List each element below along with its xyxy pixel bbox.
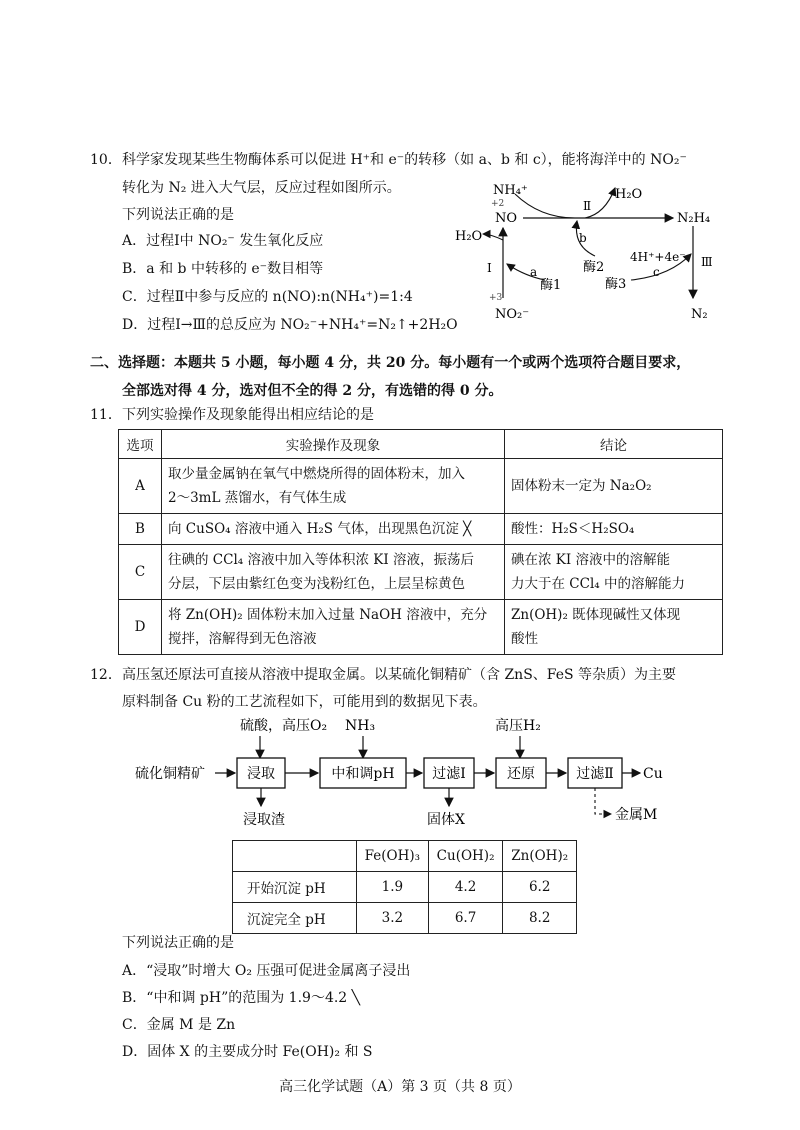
q12-stem-line1: 高压氢还原法可直接从溶液中提取金属。以某硫化铜精矿（含 ZnS、FeS 等杂质）为主要 [122,667,677,683]
a-label: a [530,265,538,279]
box-neutralize-label: 中和调pH [331,766,395,782]
no2-label: NO₂⁻ [495,307,530,322]
output-residue-label: 浸取渣 [243,812,285,828]
no-label: NO [495,211,518,226]
row-procedure [162,514,505,545]
box-reduce-label: 还原 [507,766,535,782]
roman-2-label: Ⅱ [583,199,592,213]
table-header-row [119,430,723,459]
q10-number: 10． [90,152,122,168]
n2h4-label: N₂H₄ [677,211,711,226]
row-conclusion [505,514,723,545]
header-conclusion: 结论 [505,430,723,459]
row-option: A [119,459,162,514]
procedure-line: 往碘的 CCl₄ 溶液中加入等体积浓 KI 溶液，振荡后 [168,552,474,568]
header-cuoh2: Cu(OH)₂ [428,841,503,872]
procedure-line: 取少量金属钠在氧气中燃烧所得的固体粉末，加入 [168,466,465,482]
table-row [119,459,723,514]
nh4-label: NH₄⁺ [493,183,528,198]
q10-option-a: A．过程Ⅰ中 NO₂⁻ 发生氧化反应 [122,233,324,249]
q11-table [118,429,723,655]
enzyme-3-label: 酶3 [605,277,627,292]
q12-process-flow [135,712,695,832]
conclusion-line: 固体粉末一定为 Na₂O₂ [511,478,652,494]
c-label: c [653,265,660,279]
table-row [119,545,723,600]
procedure-line: 将 Zn(OH)₂ 固体粉末加入过量 NaOH 溶液中，充分 [168,607,488,623]
table-row [119,514,723,545]
reagent-1-label: 硫酸，高压O₂ [240,718,328,734]
row-label: 开始沉淀 pH [233,872,357,903]
q10-stem-line2: 转化为 N₂ 进入大气层，反应过程如图所示。 [122,180,401,196]
section2-heading-line2: 全部选对得 4 分，选对但不全的得 2 分，有选错的得 0 分。 [122,383,503,399]
q11-number: 11． [90,407,122,423]
arrow-metal-m [595,788,611,814]
output-solid-x-label: 固体X [427,812,465,828]
header-feoh3: Fe(OH)₃ [357,841,429,872]
q12-option-a: A．“浸取”时增大 O₂ 压强可促进金属离子浸出 [122,963,411,979]
reagent-2-label: NH₃ [345,718,376,734]
box-filter-1-label: 过滤Ⅰ [432,766,466,782]
conclusion-line: 力大于在 CCl₄ 中的溶解能力 [511,576,685,592]
box-filter-2-label: 过滤Ⅱ [576,766,614,782]
enzyme-1-label: 酶1 [540,278,562,293]
cell-value: 8.2 [503,903,577,934]
cell-value: 1.9 [357,872,429,903]
q11-stem: 下列实验操作及现象能得出相应结论的是 [122,407,374,423]
cell-value: 4.2 [428,872,503,903]
arrow-h2o-left [483,234,503,240]
q12-number: 12． [90,667,122,683]
roman-1-label: Ⅰ [487,261,492,275]
table-row [233,872,577,903]
n2-label: N₂ [691,307,708,322]
procedure-line: 向 CuSO₄ 溶液中通入 H₂S 气体，出现黑色沉淀 ╳ [168,521,472,537]
q10-stem-line1: 科学家发现某些生物酶体系可以促进 H⁺和 e⁻的转移（如 a、b 和 c），能将海洋中的 NO₂⁻ [122,152,687,168]
procedure-line: 搅拌，溶解得到无色溶液 [168,631,317,647]
input-label: 硫化铜精矿 [135,766,205,782]
procedure-line: 分层，下层由紫红色变为浅粉红色，上层呈棕黄色 [168,576,465,592]
h2o-left-label: H₂O [455,229,483,244]
row-option: B [119,514,162,545]
conclusion-line: 碘在浓 KI 溶液中的溶解能 [511,552,671,568]
row-label: 沉淀完全 pH [233,903,357,934]
q12-option-d: D．固体 X 的主要成分时 Fe(OH)₂ 和 S [122,1044,373,1060]
row-option: C [119,545,162,600]
cell-value: 3.2 [357,903,429,934]
table-row [233,903,577,934]
row-procedure [162,459,505,514]
q10-option-b: B．a 和 b 中转移的 e⁻数目相等 [122,261,324,277]
row-conclusion [505,545,723,600]
output-cu-label: Cu [643,766,663,782]
box-leach-label: 浸取 [247,766,275,782]
header-option: 选项 [119,430,162,459]
q12-question: 下列说法正确的是 [122,935,234,951]
row-procedure [162,600,505,655]
page-footer: 高三化学试题（A）第 3 页（共 8 页） [279,1079,521,1095]
conclusion-line: 酸性：H₂S＜H₂SO₄ [511,521,635,537]
header-znoh2: Zn(OH)₂ [503,841,577,872]
q12-ph-table [232,840,577,934]
q12-option-b: B．“中和调 pH”的范围为 1.9～4.2 ╲ [122,990,361,1006]
b-label: b [579,231,587,245]
conclusion-line: Zn(OH)₂ 既体现碱性又体现 [511,607,681,623]
header-procedure: 实验操作及现象 [162,430,505,459]
table-row [119,600,723,655]
q10-option-c: C．过程Ⅱ中参与反应的 n(NO):n(NH₄⁺)=1:4 [122,289,413,305]
output-metal-m-label: 金属M [615,807,658,823]
q12-stem-line2: 原料制备 Cu 粉的工艺流程如下，可能用到的数据见下表。 [122,694,487,710]
cell-value: 6.2 [503,872,577,903]
roman-3-label: Ⅲ [701,255,713,269]
row-procedure [162,545,505,600]
q10-question: 下列说法正确的是 [122,207,234,223]
conclusion-line: 酸性 [511,631,538,647]
procedure-line: 2～3mL 蒸馏水，有气体生成 [168,490,347,506]
h2o-top-label: H₂O [615,187,643,202]
enzyme-2-label: 酶2 [583,260,605,275]
q12-option-c: C．金属 M 是 Zn [122,1017,236,1033]
hand-mark-bottom: +3 [489,293,503,303]
row-conclusion [505,600,723,655]
reagent-3-label: 高压H₂ [495,718,541,734]
table-header-row [233,841,577,872]
section2-heading-line1: 二、选择题：本题共 5 小题，每小题 4 分，共 20 分。每小题有一个或两个选项符合题目要求， [90,355,691,371]
row-option: D [119,600,162,655]
hand-mark-top: +2 [491,199,505,209]
h-e-label: 4H⁺+4e⁻ [630,250,686,264]
header-empty [233,841,357,872]
q10-option-d: D．过程Ⅰ→Ⅲ的总反应为 NO₂⁻+NH₄⁺=N₂↑+2H₂O [122,317,458,333]
q10-reaction-diagram [445,176,735,326]
cell-value: 6.7 [428,903,503,934]
row-conclusion [505,459,723,514]
